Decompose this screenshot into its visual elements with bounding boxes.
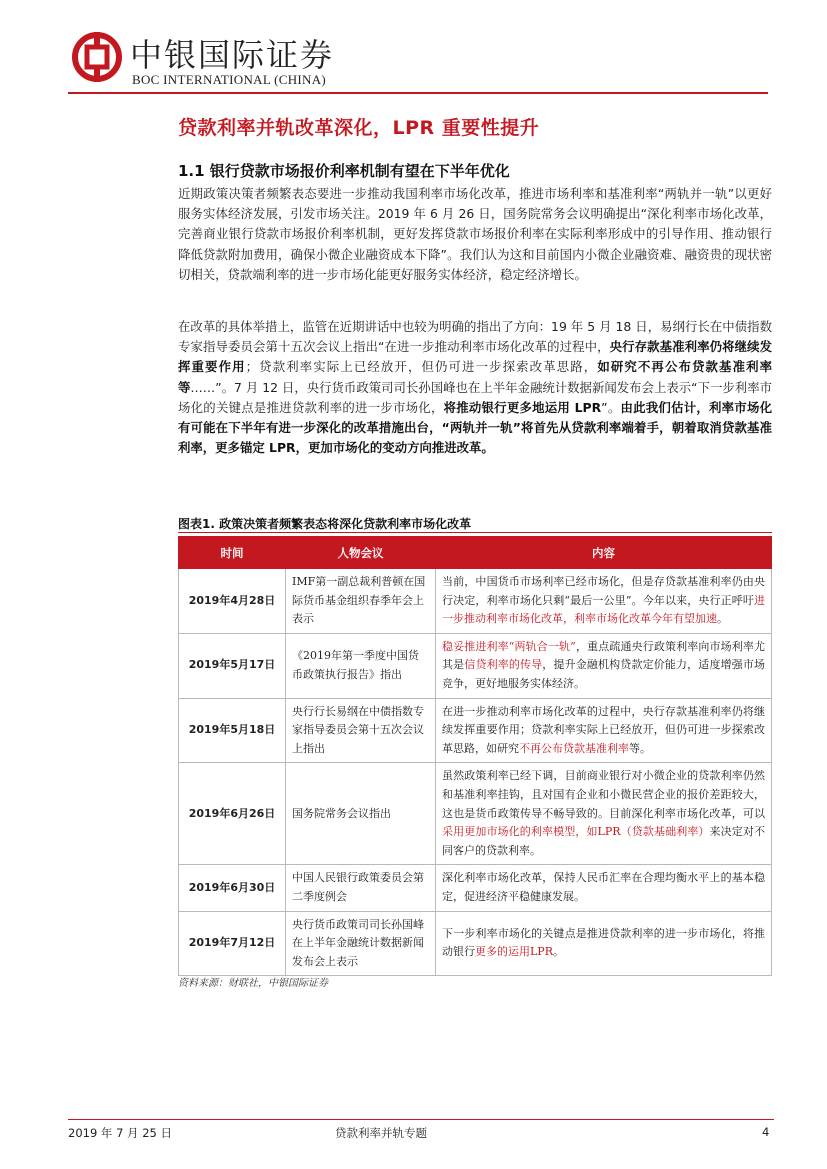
row-who: 央行货币政策司司长孙国峰在上半年金融统计数据新闻发布会上表示 <box>286 911 436 976</box>
row-content <box>436 698 772 763</box>
paragraph-2-text: ”。 <box>601 399 621 415</box>
row-highlight: 稳妥推进利率“两轨合一轨” <box>442 639 576 653</box>
row-date: 2019年5月18日 <box>179 698 286 763</box>
row-text: 在进一步推动利率市场化改革的过程中，央行存款基准利率仍将继续发挥重要作用；贷款利率实际上已经放开，但仍可进一步探索改革思路，如研究 <box>442 704 765 755</box>
row-text: 等。 <box>629 741 651 755</box>
row-text: ，重点疏通央行政策利率向市场利率尤其是 <box>442 639 766 672</box>
brand-name-cn: 中银国际证券 <box>130 36 335 74</box>
row-text: 。 <box>553 945 564 959</box>
paragraph-2-bold: 央行存款基准利率仍将继续发挥重要作用 <box>178 339 772 375</box>
row-text: 虽然政策利率已经下调，目前商业银行对小微企业的贷款利率仍然和基准利率挂钩，且对国有企业和小微民营企业的报价差距较大，这也是货币政策传导不畅导致的。目前深化利率市场化改革，可以 <box>442 769 765 820</box>
row-text: 下一步利率市场化的关键点是推进贷款利率的进一步市场化，将推动银行 <box>442 926 765 959</box>
header-divider <box>68 92 768 94</box>
section-title: 贷款利率并轨改革深化，LPR 重要性提升 <box>178 117 540 139</box>
figure-title: 图表1. 政策决策者频繁表态将深化贷款利率市场化改革 <box>178 517 472 531</box>
row-highlight: 更多的运用LPR <box>475 945 553 959</box>
table-row <box>179 911 772 976</box>
header-who: 人物会议 <box>286 537 436 569</box>
row-who: IMF第一副总裁利普顿在国际货币基金组织春季年会上表示 <box>286 569 436 634</box>
figure-divider <box>178 532 772 533</box>
row-text: 。 <box>717 612 728 626</box>
paragraph-2 <box>178 317 772 482</box>
page-number: 4 <box>762 1125 770 1139</box>
paragraph-2-bold: 如研究不再公布贷款基准利率等 <box>178 359 772 395</box>
row-who: 中国人民银行政策委员会第二季度例会 <box>286 865 436 911</box>
footer-date: 2019 年 7 月 25 日 <box>68 1126 172 1140</box>
table-header-row <box>179 537 772 569</box>
row-content <box>436 865 772 911</box>
row-highlight: 信贷利率的传导 <box>464 658 543 672</box>
row-text: ，提升金融机构贷款定价能力，适度增强市场竞争，更好地服务实体经济。 <box>442 658 766 690</box>
policy-table <box>178 536 772 976</box>
header-content: 内容 <box>436 537 772 569</box>
row-date: 2019年4月28日 <box>179 569 286 634</box>
brand-name-en: BOC INTERNATIONAL (CHINA) <box>132 72 327 87</box>
subsection-title: 1.1 银行贷款市场报价利率机制有望在下半年优化 <box>178 162 510 180</box>
row-date: 2019年6月30日 <box>179 865 286 911</box>
table-row <box>179 763 772 865</box>
row-who: 国务院常务会议指出 <box>286 763 436 865</box>
page-header <box>68 24 768 94</box>
row-who: 央行行长易纲在中债指数专家指导委员会第十五次会议上指出 <box>286 698 436 763</box>
paragraph-2-text: 在改革的具体举措上，监管在近期讲话中也较为明确的指出了方向：19 年 5 月 18 日，易纲行长在中债指数专家指导委员会第十五次会议上指出“在进一步推动利率市场化改革的过程中， <box>178 319 772 355</box>
row-who: 《2019年第一季度中国货币政策执行报告》指出 <box>286 633 436 698</box>
row-content <box>436 911 772 976</box>
paragraph-2-text: ……”。7 月 12 日，央行货币政策司司长孙国峰也在上半年金融统计数据新闻发布会上表示“下一步利率市场化的关键点是推进贷款利率的进一步市场化， <box>178 379 772 415</box>
row-text: 当前，中国货币市场利率已经市场化，但是存贷款基准利率仍由央行决定，利率市场化只剩“最后一公里”。今年以来，央行正呼吁 <box>442 575 765 607</box>
paragraph-1: 近期政策决策者频繁表态要进一步推动我国利率市场化改革，推进市场利率和基准利率“两轨并一轨”以更好服务实体经济发展，引发市场关注。2019 年 6 月 26 日，国务院常务会议明确提出“深化利率市场化改革，完善商业银行贷款市场报价利率机制，更好发挥贷款市场报价利率在实际利率形成中的引导作用、推动银行降低贷款附加费用，确保小微企业融资成本下降”。我们认为这和目前国内小微企业融资难、融资贵的现状密切相关，贷款端利率的进一步市场化能更好服务实体经济，稳定经济增长。 <box>178 186 772 282</box>
footer-report-name: 贷款利率并轨专题 <box>335 1126 427 1140</box>
row-content <box>436 633 772 698</box>
figure-source: 资料来源：财联社，中银国际证券 <box>178 978 328 989</box>
boc-logo-icon <box>72 32 122 82</box>
row-content <box>436 569 772 634</box>
row-date: 2019年7月12日 <box>179 911 286 976</box>
row-content <box>436 763 772 865</box>
paragraph-2-bold: 将推动银行更多地运用 LPR <box>443 399 602 415</box>
row-highlight: 采用更加市场化的利率模型，如LPR（贷款基础利率） <box>442 825 710 839</box>
table-row <box>179 865 772 911</box>
paragraph-2-bold: 由此我们估计，利率市场化有可能在下半年有进一步深化的改革措施出台，“两轨并一轨”将首先从贷款利率端着手，朝着取消贷款基准利率，更多锚定 LPR，更加市场化的变动方向推进改革。 <box>178 399 772 456</box>
table-row <box>179 569 772 634</box>
row-date: 2019年6月26日 <box>179 763 286 865</box>
row-date: 2019年5月17日 <box>179 633 286 698</box>
row-highlight: 不再公布贷款基准利率 <box>519 741 629 755</box>
table-row <box>179 633 772 698</box>
header-date: 时间 <box>179 537 286 569</box>
row-text: 来决定对不同客户的贷款利率。 <box>442 825 765 857</box>
table-row <box>179 698 772 763</box>
row-text: 深化利率市场化改革，保持人民币汇率在合理均衡水平上的基本稳定，促进经济平稳健康发展。 <box>442 871 765 903</box>
paragraph-2-text: ；贷款利率实际上已经放开，但仍可进一步探索改革思路， <box>245 359 598 375</box>
footer-divider <box>68 1119 774 1120</box>
row-highlight: 进一步推动利率市场化改革，利率市场化改革今年有望加速 <box>442 593 765 626</box>
